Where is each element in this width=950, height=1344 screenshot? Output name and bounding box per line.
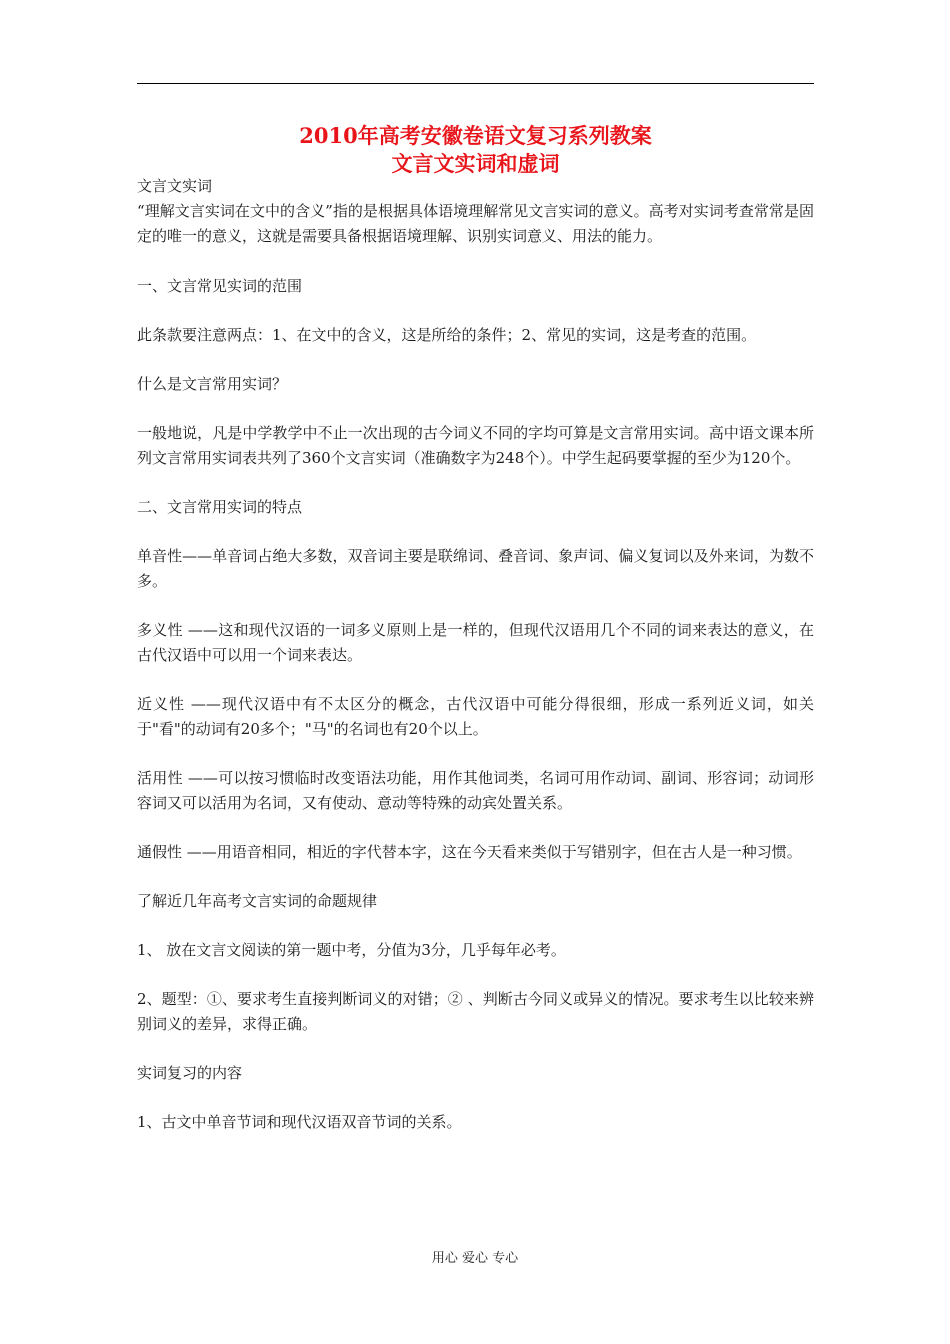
header-rule [137, 83, 814, 84]
document-title: 2010年高考安徽卷语文复习系列教案 [299, 123, 652, 148]
intro-paragraph: “理解文言实词在文中的含义”指的是根据具体语境理解常见文言实词的意义。高考对实词考查常常是固定的唯一的意义，这就是需要具备根据语境理解、识别实词意义、用法的能力。 [137, 202, 814, 245]
question-heading: 什么是文言常用实词？ [137, 375, 288, 393]
feature-synonymy: 近义性 ——现代汉语中有不太区分的概念，古代汉语中可能分得很细，形成一系列近义词，如关于"看"的动词有20多个；"马"的名词也有20个以上。 [137, 695, 814, 738]
review-item-1: 1、古文中单音节词和现代汉语双音节词的关系。 [137, 1113, 462, 1131]
page-footer: 用心 爱心 专心 [431, 1251, 519, 1266]
exam-rule-2: 2、题型：①、要求考生直接判断词义的对错；② 、判断古今同义或异义的情况。要求考生以比较来辨别词义的差异，求得正确。 [137, 990, 814, 1033]
heading-features: 二、文言常用实词的特点 [137, 498, 303, 516]
section-heading: 文言文实词 [137, 177, 213, 195]
document-body [137, 174, 814, 1135]
feature-loan-characters: 通假性 ——用语音相同，相近的字代替本字，这在今天看来类似于写错别字，但在古人是一种习惯。 [137, 843, 802, 861]
feature-monosyllabic: 单音性——单音词占绝大多数，双音词主要是联绵词、叠音词、象声词、偏义复词以及外来词，为数不多。 [137, 547, 814, 590]
exam-rule-1: 1、 放在文言文阅读的第一题中考，分值为3分，几乎每年必考。 [137, 941, 566, 959]
feature-polysemy: 多义性 ——这和现代汉语的一词多义原则上是一样的，但现代汉语用几个不同的词来表达的意义，在古代汉语中可以用一个词来表达。 [137, 621, 814, 664]
feature-flexible-use: 活用性 ——可以按习惯临时改变语法功能，用作其他词类，名词可用作动词、副词、形容词；动词形容词又可以活用为名词，又有使动、意动等特殊的动宾处置关系。 [137, 769, 814, 812]
heading-review-content: 实词复习的内容 [137, 1064, 243, 1082]
document-subtitle: 文言文实词和虚词 [391, 151, 560, 176]
definition-paragraph: 一般地说，凡是中学教学中不止一次出现的古今词义不同的字均可算是文言常用实词。高中语文课本所列文言常用实词表共列了360个文言实词（准确数字为248个）。中学生起码要掌握的至少为120个。 [137, 424, 814, 467]
heading-exam-patterns: 了解近几年高考文言实词的命题规律 [137, 892, 378, 910]
scope-paragraph: 此条款要注意两点：1、在文中的含义，这是所给的条件；2、常见的实词，这是考查的范围。 [137, 326, 757, 344]
title-block [137, 122, 814, 178]
heading-scope: 一、文言常见实词的范围 [137, 277, 303, 295]
